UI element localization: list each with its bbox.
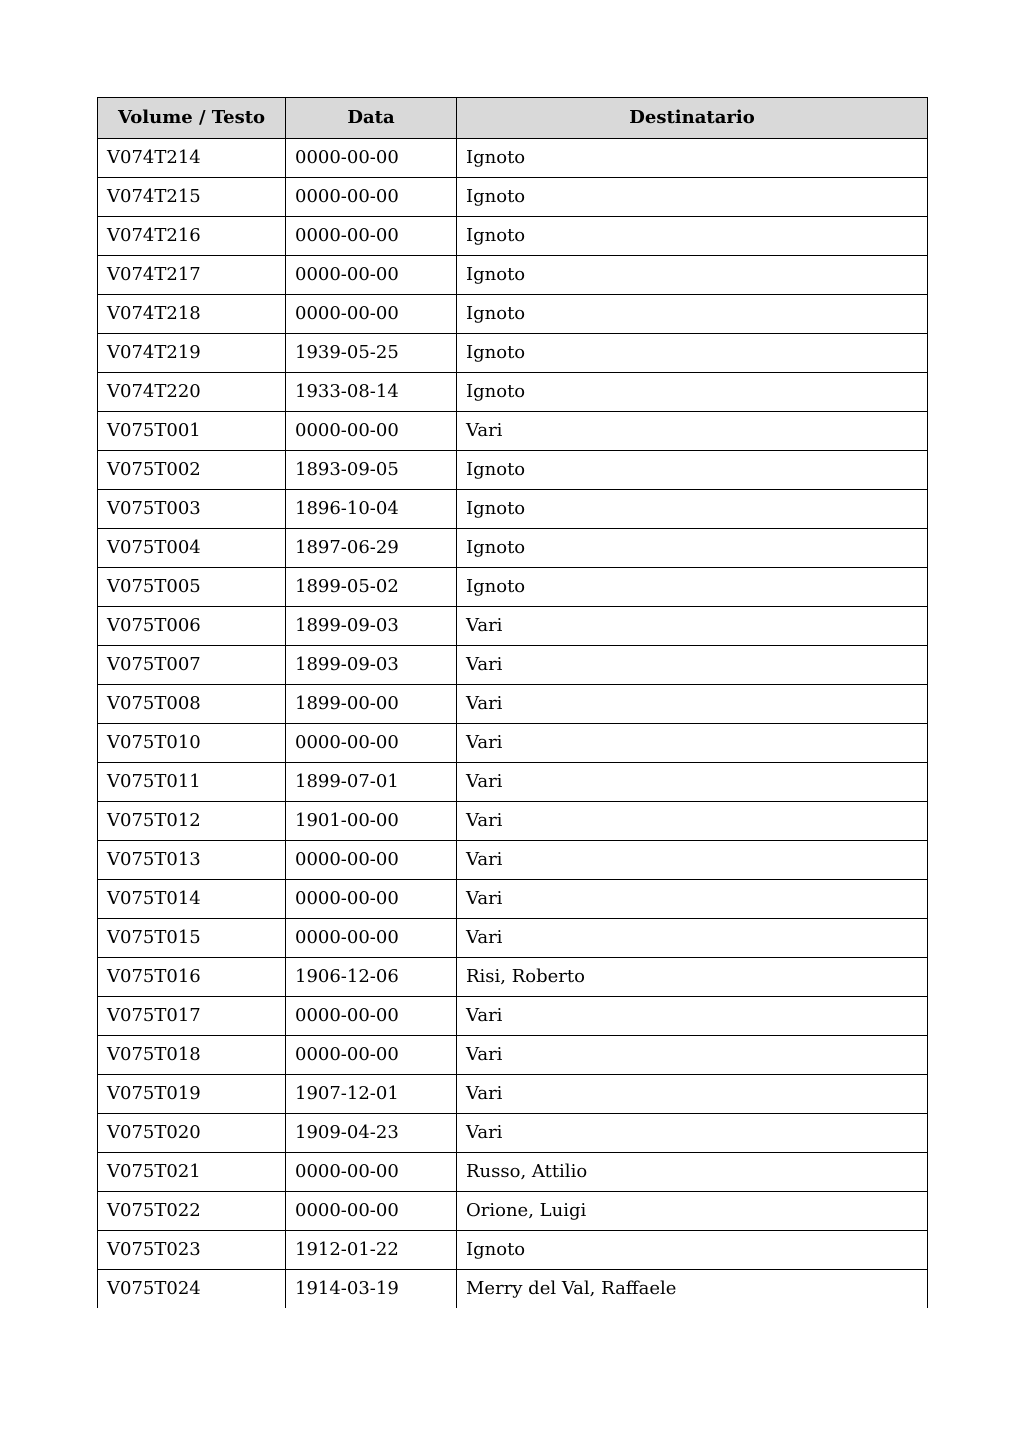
table-row [98, 880, 928, 919]
cell-destinatario: Vari [457, 412, 928, 451]
table-row [98, 217, 928, 256]
table-row [98, 958, 928, 997]
table-row [98, 568, 928, 607]
cell-data: 1897-06-29 [286, 529, 457, 568]
cell-destinatario: Ignoto [457, 529, 928, 568]
cell-destinatario: Vari [457, 607, 928, 646]
cell-destinatario: Ignoto [457, 373, 928, 412]
cell-volume-testo: V075T003 [98, 490, 286, 529]
cell-data: 1899-07-01 [286, 763, 457, 802]
cell-volume-testo: V075T006 [98, 607, 286, 646]
cell-data: 1896-10-04 [286, 490, 457, 529]
cell-destinatario: Vari [457, 919, 928, 958]
cell-data: 0000-00-00 [286, 1153, 457, 1192]
cell-volume-testo: V075T001 [98, 412, 286, 451]
cell-destinatario: Vari [457, 685, 928, 724]
cell-volume-testo: V074T220 [98, 373, 286, 412]
cell-volume-testo: V075T020 [98, 1114, 286, 1153]
cell-volume-testo: V074T216 [98, 217, 286, 256]
cell-volume-testo: V075T005 [98, 568, 286, 607]
table-row [98, 256, 928, 295]
table-row [98, 997, 928, 1036]
table-header [98, 98, 928, 139]
cell-data: 0000-00-00 [286, 412, 457, 451]
cell-volume-testo: V074T218 [98, 295, 286, 334]
table-row [98, 490, 928, 529]
cell-destinatario: Vari [457, 1036, 928, 1075]
cell-volume-testo: V075T024 [98, 1270, 286, 1309]
table-row [98, 1270, 928, 1309]
cell-destinatario: Vari [457, 646, 928, 685]
table-row [98, 724, 928, 763]
cell-destinatario: Merry del Val, Raffaele [457, 1270, 928, 1309]
cell-data: 0000-00-00 [286, 256, 457, 295]
table-row [98, 1036, 928, 1075]
cell-data: 0000-00-00 [286, 295, 457, 334]
cell-volume-testo: V075T007 [98, 646, 286, 685]
cell-destinatario: Vari [457, 763, 928, 802]
header-row [98, 98, 928, 139]
cell-destinatario: Ignoto [457, 295, 928, 334]
cell-destinatario: Orione, Luigi [457, 1192, 928, 1231]
cell-data: 1899-09-03 [286, 607, 457, 646]
table-row [98, 334, 928, 373]
cell-data: 0000-00-00 [286, 841, 457, 880]
cell-destinatario: Vari [457, 802, 928, 841]
cell-data: 1909-04-23 [286, 1114, 457, 1153]
cell-destinatario: Ignoto [457, 490, 928, 529]
table-row [98, 841, 928, 880]
cell-data: 1899-05-02 [286, 568, 457, 607]
cell-destinatario: Vari [457, 724, 928, 763]
cell-destinatario: Vari [457, 997, 928, 1036]
cell-volume-testo: V075T012 [98, 802, 286, 841]
cell-data: 0000-00-00 [286, 1192, 457, 1231]
cell-destinatario: Ignoto [457, 1231, 928, 1270]
cell-destinatario: Russo, Attilio [457, 1153, 928, 1192]
cell-volume-testo: V075T010 [98, 724, 286, 763]
cell-data: 1893-09-05 [286, 451, 457, 490]
table-row [98, 1153, 928, 1192]
column-header-volume-testo: Volume / Testo [98, 98, 286, 139]
cell-data: 1907-12-01 [286, 1075, 457, 1114]
cell-destinatario: Ignoto [457, 139, 928, 178]
table-row [98, 529, 928, 568]
cell-volume-testo: V074T215 [98, 178, 286, 217]
cell-data: 1912-01-22 [286, 1231, 457, 1270]
cell-destinatario: Ignoto [457, 217, 928, 256]
letters-table [97, 97, 928, 1308]
cell-volume-testo: V075T013 [98, 841, 286, 880]
cell-volume-testo: V075T014 [98, 880, 286, 919]
cell-volume-testo: V075T015 [98, 919, 286, 958]
cell-data: 1933-08-14 [286, 373, 457, 412]
table-row [98, 919, 928, 958]
table-row [98, 1192, 928, 1231]
table-row [98, 646, 928, 685]
cell-data: 1939-05-25 [286, 334, 457, 373]
cell-data: 1914-03-19 [286, 1270, 457, 1309]
table-row [98, 685, 928, 724]
cell-data: 0000-00-00 [286, 724, 457, 763]
cell-destinatario: Ignoto [457, 256, 928, 295]
cell-data: 0000-00-00 [286, 880, 457, 919]
table-row [98, 139, 928, 178]
table-row [98, 763, 928, 802]
table-row [98, 178, 928, 217]
table-row [98, 802, 928, 841]
table-row [98, 607, 928, 646]
cell-volume-testo: V075T002 [98, 451, 286, 490]
cell-destinatario: Risi, Roberto [457, 958, 928, 997]
cell-destinatario: Vari [457, 1114, 928, 1153]
table-body [98, 139, 928, 1309]
column-header-destinatario: Destinatario [457, 98, 928, 139]
cell-data: 0000-00-00 [286, 997, 457, 1036]
cell-data: 1901-00-00 [286, 802, 457, 841]
cell-volume-testo: V074T219 [98, 334, 286, 373]
cell-volume-testo: V074T214 [98, 139, 286, 178]
cell-volume-testo: V075T019 [98, 1075, 286, 1114]
table-row [98, 1231, 928, 1270]
column-header-data: Data [286, 98, 457, 139]
cell-data: 1899-09-03 [286, 646, 457, 685]
cell-destinatario: Ignoto [457, 568, 928, 607]
cell-volume-testo: V075T018 [98, 1036, 286, 1075]
cell-volume-testo: V074T217 [98, 256, 286, 295]
cell-volume-testo: V075T022 [98, 1192, 286, 1231]
cell-volume-testo: V075T004 [98, 529, 286, 568]
table-row [98, 1114, 928, 1153]
cell-volume-testo: V075T011 [98, 763, 286, 802]
cell-volume-testo: V075T021 [98, 1153, 286, 1192]
cell-destinatario: Vari [457, 880, 928, 919]
cell-data: 0000-00-00 [286, 178, 457, 217]
table-row [98, 412, 928, 451]
cell-data: 1899-00-00 [286, 685, 457, 724]
cell-data: 0000-00-00 [286, 919, 457, 958]
cell-destinatario: Ignoto [457, 178, 928, 217]
cell-data: 0000-00-00 [286, 217, 457, 256]
cell-volume-testo: V075T017 [98, 997, 286, 1036]
cell-destinatario: Vari [457, 841, 928, 880]
cell-volume-testo: V075T008 [98, 685, 286, 724]
cell-volume-testo: V075T016 [98, 958, 286, 997]
cell-data: 1906-12-06 [286, 958, 457, 997]
cell-destinatario: Ignoto [457, 334, 928, 373]
table-row [98, 1075, 928, 1114]
cell-destinatario: Ignoto [457, 451, 928, 490]
table-row [98, 451, 928, 490]
cell-data: 0000-00-00 [286, 139, 457, 178]
table-row [98, 373, 928, 412]
table-row [98, 295, 928, 334]
cell-destinatario: Vari [457, 1075, 928, 1114]
cell-data: 0000-00-00 [286, 1036, 457, 1075]
cell-volume-testo: V075T023 [98, 1231, 286, 1270]
